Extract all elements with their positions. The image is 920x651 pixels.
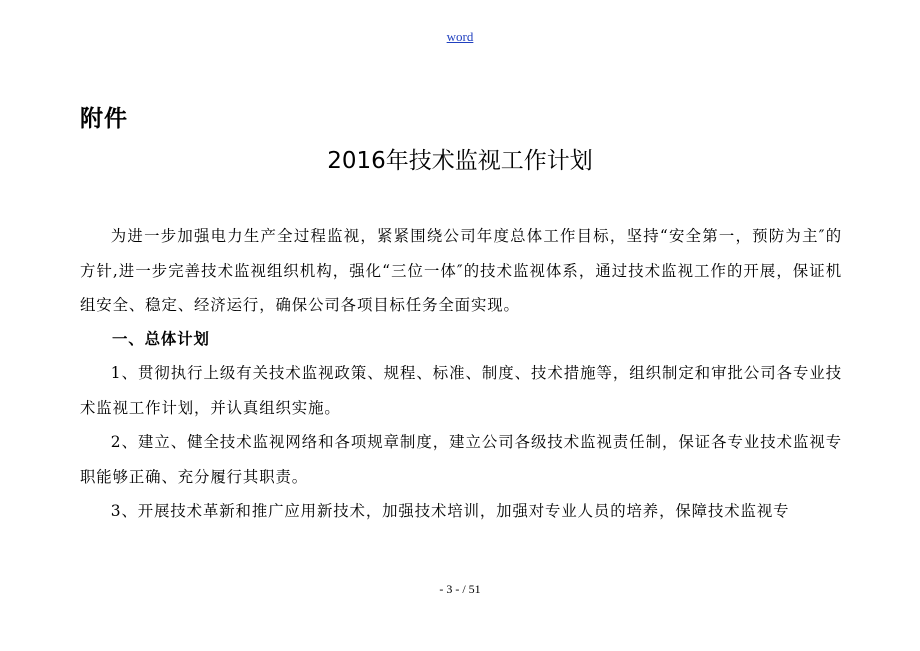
plan-item-2: 2、建立、健全技术监视网络和各项规章制度，建立公司各级技术监视责任制，保证各专业技术监视专职能够正确、充分履行其职责。 — [80, 433, 842, 486]
header-word-link[interactable]: word — [446, 29, 474, 44]
document-title: 2016年技术监视工作计划 — [327, 148, 593, 174]
plan-items-list — [80, 356, 842, 529]
plan-item-1: 1、贯彻执行上级有关技术监视政策、规程、标准、制度、技术措施等，组织制定和审批公司各专业技术监视工作计划，并认真组织实施。 — [80, 364, 842, 417]
plan-item-3: 3、开展技术革新和推广应用新技术，加强技术培训，加强对专业人员的培养，保障技术监视专 — [110, 502, 790, 520]
intro-paragraph: 为进一步加强电力生产全过程监视，紧紧围绕公司年度总体工作目标，坚持“安全第一，预防为主″的方针,进一步完善技术监视组织机构，强化“三位一体″的技术监视体系，通过技术监视工作的开展，保证机组安全、稳定、经济运行，确保公司各项目标任务全面实现。 — [80, 227, 842, 314]
section-heading: 一、总体计划 — [112, 330, 210, 348]
attachment-label: 附件 — [80, 106, 128, 132]
page-number: - 3 - / 51 — [439, 582, 481, 596]
intro-section — [80, 219, 842, 323]
